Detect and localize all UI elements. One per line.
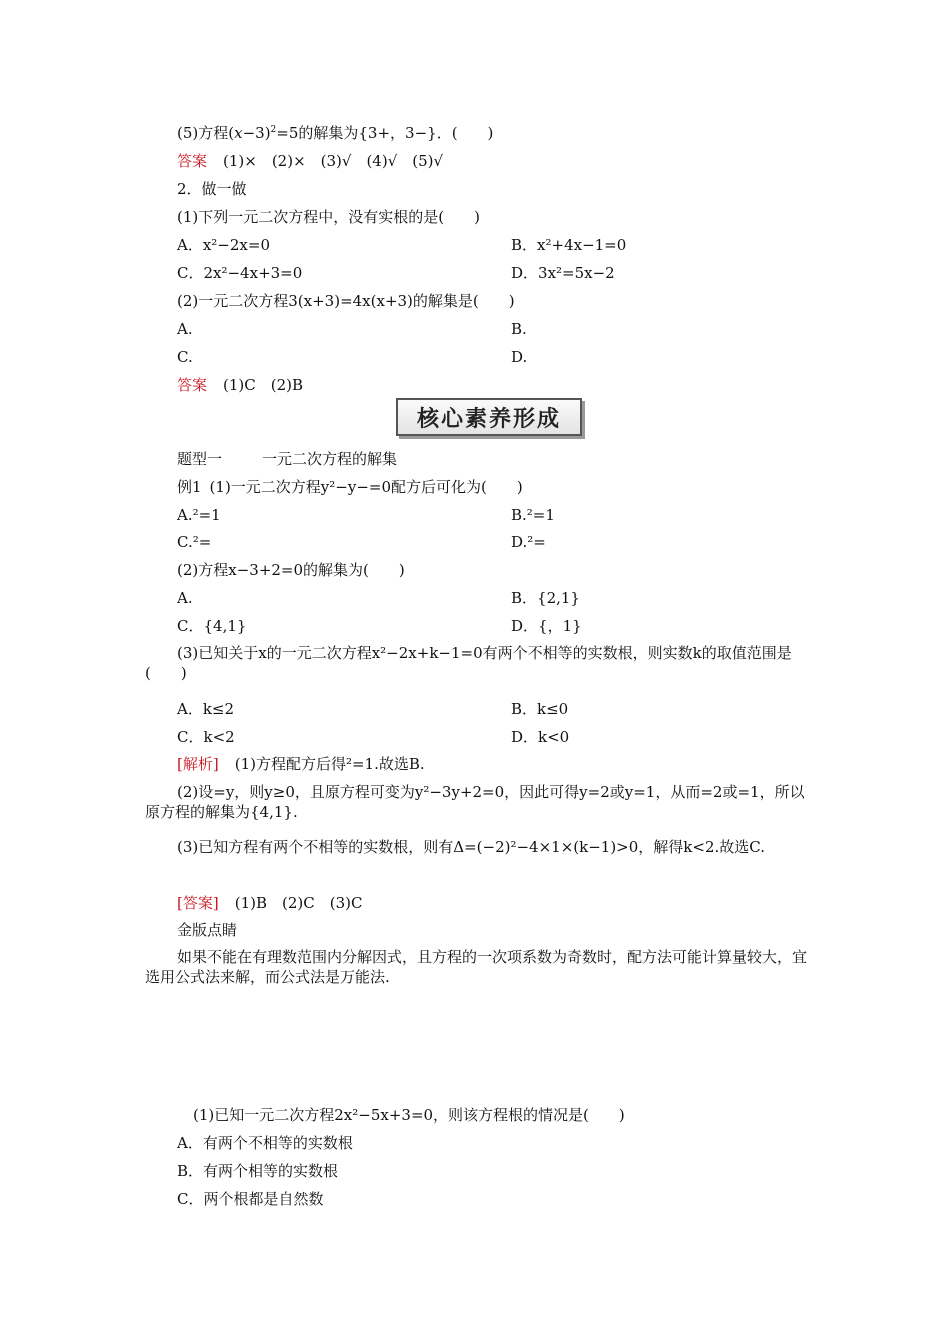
answer-line-3 — [177, 893, 362, 913]
q5-mid: −3) — [242, 124, 271, 142]
problem-1-option-d: D．3x²=5x−2 — [511, 264, 615, 282]
ex1-option-d3: D．k<0 — [511, 728, 570, 746]
ex1-option-a2: A. — [177, 589, 193, 607]
practice-option-a: A．有两个不相等的实数根 — [177, 1134, 353, 1152]
q5-pre: (5)方程( — [177, 124, 235, 142]
question-5 — [177, 123, 493, 143]
ex1-option-c2: C．{4,1} — [177, 617, 247, 635]
problem-2-option-b: B. — [511, 320, 527, 338]
answer-label: [答案] — [177, 894, 219, 912]
analysis-line-1 — [177, 754, 425, 774]
banner-title: 核心素养形成 — [416, 406, 561, 432]
problem-1-option-a: A．x²−2x=0 — [177, 236, 270, 254]
ex1-stem-2: (2)方程x−3+2=0的解集为( ) — [177, 561, 405, 579]
topic-title: 一元二次方程的解集 — [262, 450, 398, 468]
analysis-step-2: (2)设=y，则y≥0，且原方程可变为y²−3y+2=0，因此可得y=2或y=1，从而=2或=1，所以原方程的解集为{4,1}. — [145, 783, 805, 821]
ex1-option-b3: B．k≤0 — [511, 700, 569, 718]
tip-body: 如果不能在有理数范围内分解因式，且方程的一次项系数为奇数时，配方法可能计算量较大，宜选用公式法来解，而公式法是万能法. — [145, 948, 808, 986]
problem-2-option-a: A. — [177, 320, 193, 338]
section-banner — [396, 398, 582, 436]
q5-post: =5的解集为{3+，3−}．( ) — [276, 124, 494, 142]
ex1-option-b2: B．{2,1} — [511, 589, 580, 607]
section-heading: 2．做一做 — [177, 180, 247, 198]
ex1-option-a3: A．k≤2 — [177, 700, 235, 718]
analysis-step-1: (1)方程配方后得²=1.故选B. — [234, 755, 425, 773]
q5-sup: 2 — [270, 125, 277, 135]
answer-line-1 — [177, 151, 443, 171]
example-label: 例1 — [177, 478, 202, 496]
analysis-label: [解析] — [177, 755, 219, 773]
problem-2-option-d: D. — [511, 348, 528, 366]
example-stem-1: (1)一元二次方程y²−y−=0配方后可化为( ) — [209, 478, 523, 496]
ex1-stem-3: (3)已知关于x的一元二次方程x²−2x+k−1=0有两个不相等的实数根，则实数k的取值范围是( ) — [145, 644, 792, 682]
practice-stem: (1)已知一元二次方程2x²−5x+3=0，则该方程根的情况是( ) — [193, 1106, 625, 1124]
ex1-option-d2: D．{，1} — [511, 617, 582, 635]
answer-text: (1)C (2)B — [223, 376, 304, 394]
problem-2-stem: (2)一元二次方程3(x+3)=4x(x+3)的解集是( ) — [177, 292, 515, 310]
practice-option-c: C．两个根都是自然数 — [177, 1190, 324, 1208]
ex1-option-c3: C．k<2 — [177, 728, 235, 746]
topic-heading — [177, 449, 397, 469]
problem-1-option-c: C．2x²−4x+3=0 — [177, 264, 303, 282]
ex1-option-c1: C.²= — [177, 533, 212, 551]
example-1-stem-1 — [177, 477, 523, 497]
answer-text: (1)× (2)× (3)√ (4)√ (5)√ — [223, 152, 444, 170]
problem-1-option-b: B．x²+4x−1=0 — [511, 236, 627, 254]
practice-option-b: B．有两个相等的实数根 — [177, 1162, 339, 1180]
answer-label: 答案 — [177, 152, 208, 170]
ex1-option-b1: B.²=1 — [511, 506, 555, 524]
analysis-step-3: (3)已知方程有两个不相等的实数根，则有Δ=(−2)²−4×1×(k−1)>0，解得k<2.故选C. — [177, 838, 765, 856]
q5-var: x — [234, 124, 243, 142]
topic-label: 题型一 — [177, 450, 223, 468]
problem-2-option-c: C. — [177, 348, 193, 366]
problem-1-stem: (1)下列一元二次方程中，没有实根的是( ) — [177, 208, 480, 226]
tip-title: 金版点睛 — [177, 921, 238, 939]
ex1-option-a1: A.²=1 — [177, 506, 221, 524]
answer-text: (1)B (2)C (3)C — [234, 894, 363, 912]
answer-line-2 — [177, 375, 303, 395]
answer-label: 答案 — [177, 376, 208, 394]
ex1-option-d1: D.²= — [511, 533, 546, 551]
